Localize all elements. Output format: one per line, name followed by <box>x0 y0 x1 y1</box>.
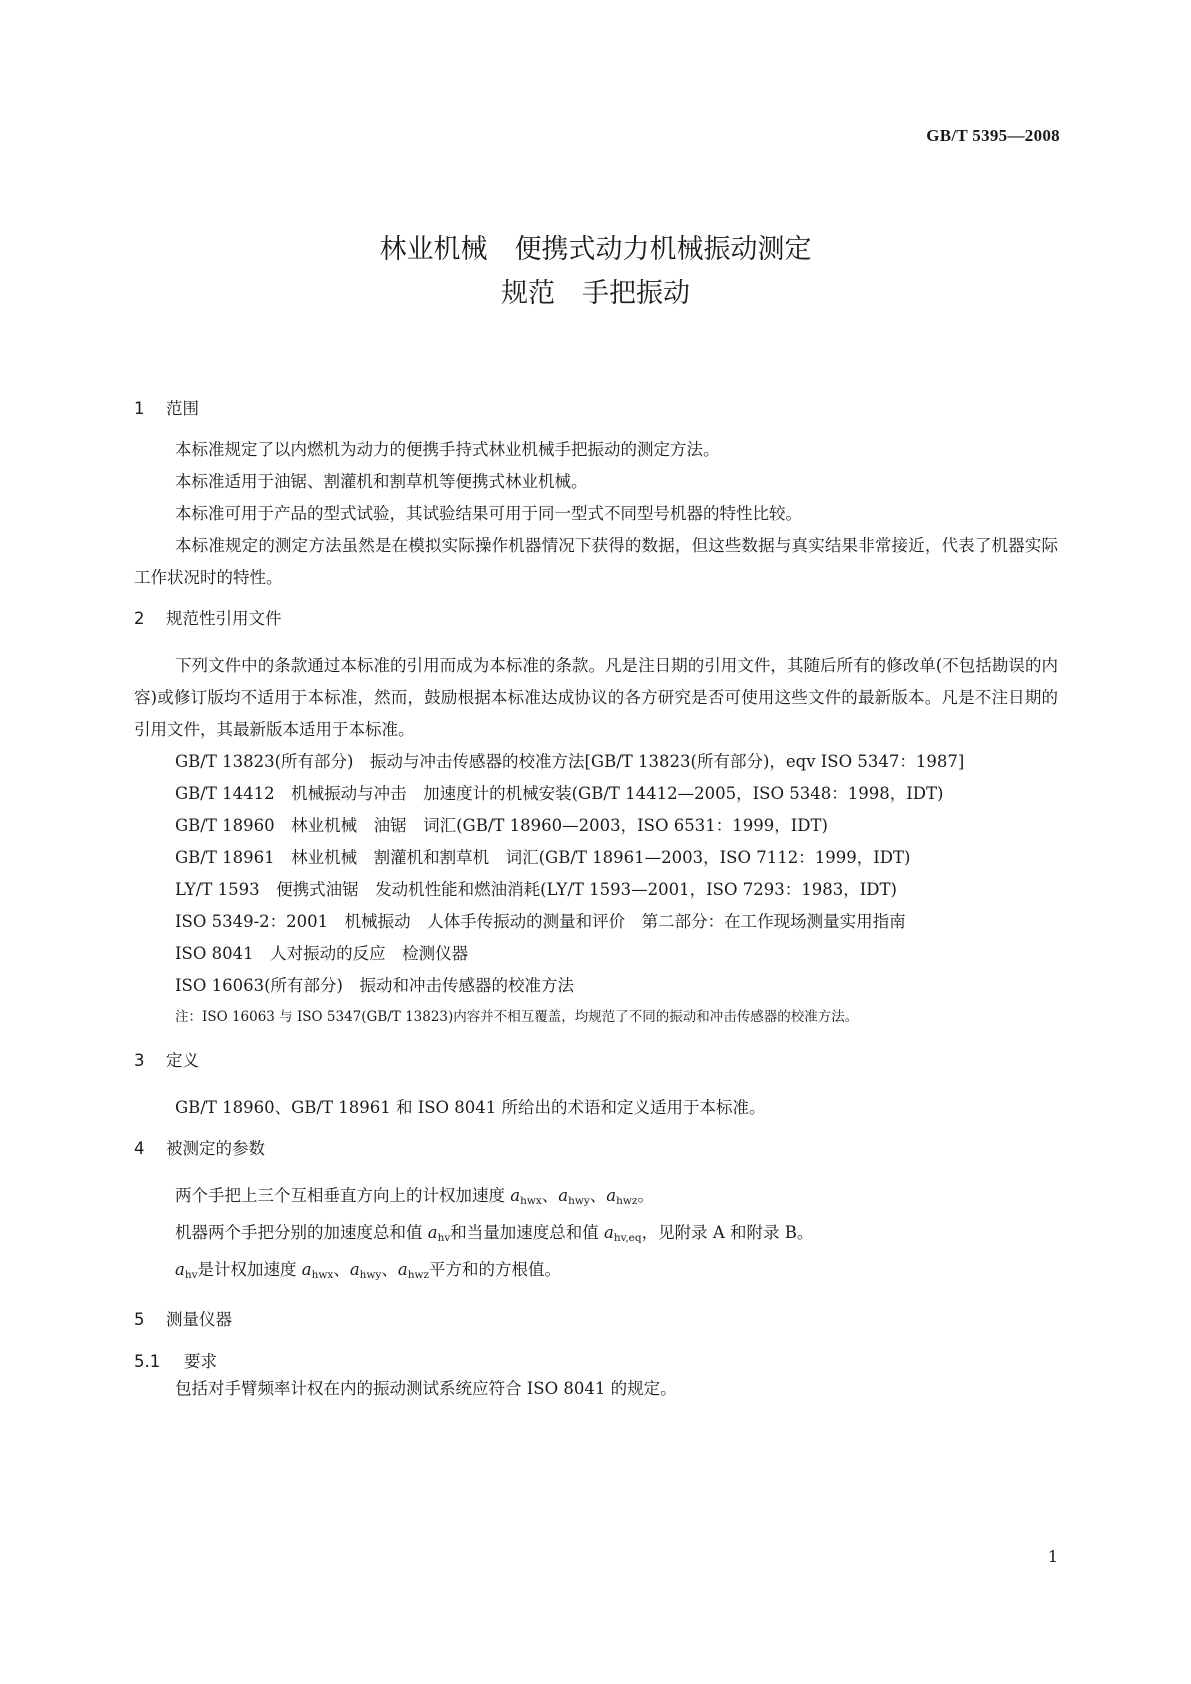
section-1-heading <box>134 398 1058 420</box>
subsection-number: 5.1 <box>134 1352 161 1371</box>
paragraph: GB/T 18960、GB/T 18961 和 ISO 8041 所给出的术语和定义适用于本标准。 <box>175 1098 766 1117</box>
reference-item: GB/T 13823(所有部分) 振动与冲击传感器的校准方法[GB/T 13823(所有部分)，eqv ISO 5347：1987] <box>175 752 965 771</box>
section-3-heading <box>134 1050 1058 1072</box>
reference-item: LY/T 1593 便携式油锯 发动机性能和燃油消耗(LY/T 1593—2001，ISO 7293：1983，IDT) <box>175 880 897 899</box>
document-title <box>0 228 1191 316</box>
section-number: 2 <box>134 609 145 628</box>
paragraph: 本标准规定了以内燃机为动力的便携手持式林业机械手把振动的测定方法。 <box>175 440 720 459</box>
document-body <box>134 398 1058 1405</box>
paragraph: 本标准规定的测定方法虽然是在模拟实际操作机器情况下获得的数据，但这些数据与真实结果非常接近，代表了机器实际工作状况时的特性。 <box>134 536 1058 587</box>
section-title: 定义 <box>166 1051 199 1070</box>
reference-item: ISO 5349-2：2001 机械振动 人体手传振动的测量和评价 第二部分：在工作现场测量实用指南 <box>175 912 906 931</box>
title-line-1: 林业机械 便携式动力机械振动测定 <box>379 234 812 265</box>
paragraph: 下列文件中的条款通过本标准的引用而成为本标准的条款。凡是注日期的引用文件，其随后所有的修改单(不包括勘误的内容)或修订版均不适用于本标准，然而，鼓励根据本标准达成协议的各方研究是否可使用这些文件的最新版本。凡是不注日期的引用文件，其最新版本适用于本标准。 <box>134 656 1058 739</box>
section-5-heading <box>134 1309 1058 1331</box>
section-number: 1 <box>134 399 145 418</box>
section-number: 3 <box>134 1051 145 1070</box>
subsection-title: 要求 <box>184 1352 217 1371</box>
reference-item: ISO 8041 人对振动的反应 检测仪器 <box>175 944 469 963</box>
section-title: 测量仪器 <box>166 1310 232 1329</box>
section-title: 规范性引用文件 <box>166 609 282 628</box>
paragraph: 本标准适用于油锯、割灌机和割草机等便携式林业机械。 <box>175 472 588 491</box>
reference-item: GB/T 14412 机械振动与冲击 加速度计的机械安装(GB/T 14412—2005，ISO 5348：1998，IDT) <box>175 784 944 803</box>
paragraph-weighted-acceleration: 两个手把上三个互相垂直方向上的计权加速度 $a_{hwx}$、$a_{hwy}$、$a_{hwz}$。 <box>175 1186 654 1207</box>
paragraph: 本标准可用于产品的型式试验，其试验结果可用于同一型式不同型号机器的特性比较。 <box>175 504 802 523</box>
reference-item: GB/T 18961 林业机械 割灌机和割草机 词汇(GB/T 18961—2003，ISO 7112：1999，IDT) <box>175 848 911 867</box>
title-line-2: 规范 手把振动 <box>501 278 690 309</box>
paragraph-total-acceleration: 机器两个手把分别的加速度总和值 $a_{hv}$和当量加速度总和值 $a_{hv,eq}$，见附录 A 和附录 B。 <box>175 1223 814 1244</box>
section-title: 范围 <box>166 399 199 418</box>
section-number: 5 <box>134 1310 145 1329</box>
page-number: 1 <box>1047 1547 1058 1566</box>
section-2-heading <box>134 608 1058 630</box>
reference-item: ISO 16063(所有部分) 振动和冲击传感器的校准方法 <box>175 976 574 995</box>
reference-item: GB/T 18960 林业机械 油锯 词汇(GB/T 18960—2003，ISO 6531：1999，IDT) <box>175 816 828 835</box>
section-number: 4 <box>134 1139 145 1158</box>
paragraph: 包括对手臂频率计权在内的振动测试系统应符合 ISO 8041 的规定。 <box>175 1379 677 1398</box>
standard-code: GB/T 5395—2008 <box>926 126 1060 145</box>
note: 注：ISO 16063 与 ISO 5347(GB/T 13823)内容并不相互覆盖，均规范了不同的振动和冲击传感器的校准方法。 <box>175 1009 859 1025</box>
subsection-5-1-heading <box>134 1351 1058 1373</box>
section-title: 被测定的参数 <box>166 1139 265 1158</box>
section-4-heading <box>134 1138 1058 1160</box>
paragraph-root-sum: $a_{hv}$是计权加速度 $a_{hwx}$、$a_{hwy}$、$a_{hwz}$平方和的方根值。 <box>175 1260 561 1281</box>
